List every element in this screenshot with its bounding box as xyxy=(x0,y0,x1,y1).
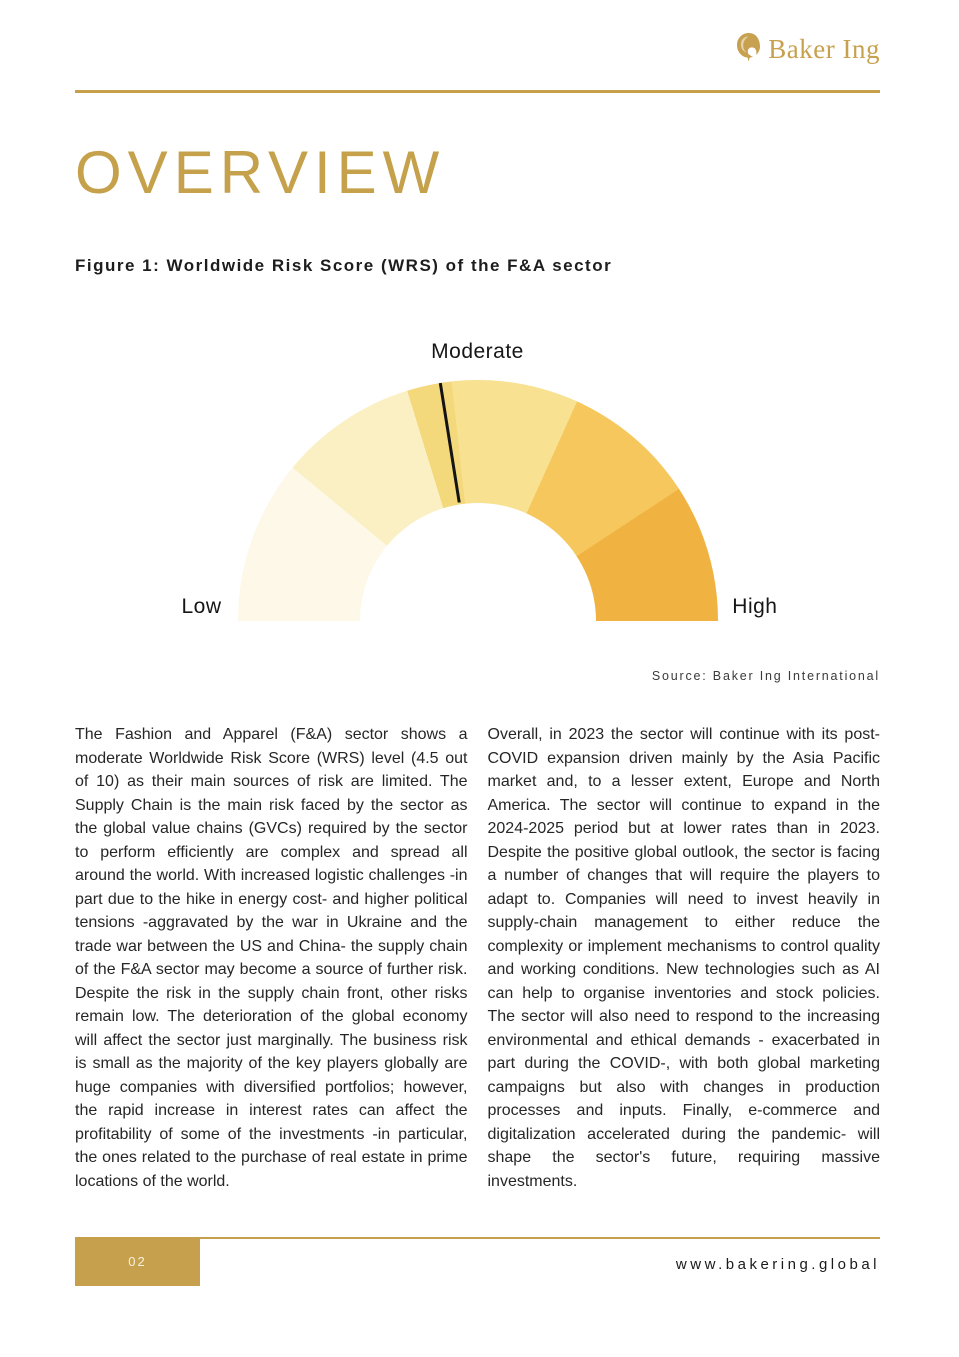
page-content xyxy=(75,0,880,1193)
page-header xyxy=(75,30,880,68)
gauge-inner-mask xyxy=(360,503,596,621)
baker-ing-logo xyxy=(735,32,880,67)
body-columns xyxy=(75,723,880,1193)
page-number: 02 xyxy=(128,1254,147,1269)
page-number-box xyxy=(75,1237,200,1286)
body-left-column: The Fashion and Apparel (F&A) sector shows a moderate Worldwide Risk Score (WRS) level (4.5 out of 10) as their main sources of risk are limited. The Supply Chain is the main risk faced by the sector as the global value chains (GVCs) required by the sector to perform efficiently are complex and spread all around the world. With increased logistic challenges -in part due to the hike in energy cost- and higher political tensions -aggravated by the war in Ukraine and the trade war between the US and China- the supply chain of the F&A sector may become a source of further risk. Despite the risk in the supply chain front, other risks remain low. The deterioration of the global economy will affect the sector just marginally. The business risk is small as the majority of the key players globally are huge companies with diversified portfolios; however, the rapid increase in interest rates can affect the profitability of some of the investments -in particular, the ones related to the purchase of real estate in prime locations of the world. xyxy=(75,726,468,1190)
footer-rule xyxy=(200,1237,880,1273)
header-divider-rule xyxy=(75,90,880,93)
lion-icon xyxy=(735,32,762,67)
gauge-label-moderate: Moderate xyxy=(431,340,524,363)
logo-wordmark: Baker Ing xyxy=(768,33,880,64)
gauge-label-low: Low xyxy=(181,595,222,618)
gauge-arc xyxy=(238,380,718,621)
page-footer xyxy=(75,1237,880,1286)
website-link[interactable]: www.bakering.global xyxy=(675,1256,880,1273)
body-right-column: Overall, in 2023 the sector will continue with its post-COVID expansion driven mainly by the Asia Pacific market and, to a lesser extent, Europe and North America. The sector will continue to expand in the 2024-2025 period but at lower rates than in 2023. Despite the positive global outlook, the sector is facing a number of changes that will require the players to adapt to. Companies will need to invest heavily in supply-chain management to either reduce the complexity or implement mechanisms to control quality and working conditions. New technologies such as AI can help to organise inventories and stock policies. The sector will also need to respond to the increasing environmental and ethical demands - exacerbated in part during the COVID-, with both global marketing campaigns but also with changes in production processes and inputs. Finally, e-commerce and digitalization accelerated during the pandemic- will shape the sector's future, requiring massive investments. xyxy=(487,726,880,1190)
page-title: OVERVIEW xyxy=(75,139,446,206)
risk-gauge-chart xyxy=(181,340,778,621)
gauge-label-high: High xyxy=(732,595,778,618)
figure-source: Source: Baker Ing International xyxy=(651,669,880,683)
figure-caption: Figure 1: Worldwide Risk Score (WRS) of the F&A sector xyxy=(75,256,613,275)
